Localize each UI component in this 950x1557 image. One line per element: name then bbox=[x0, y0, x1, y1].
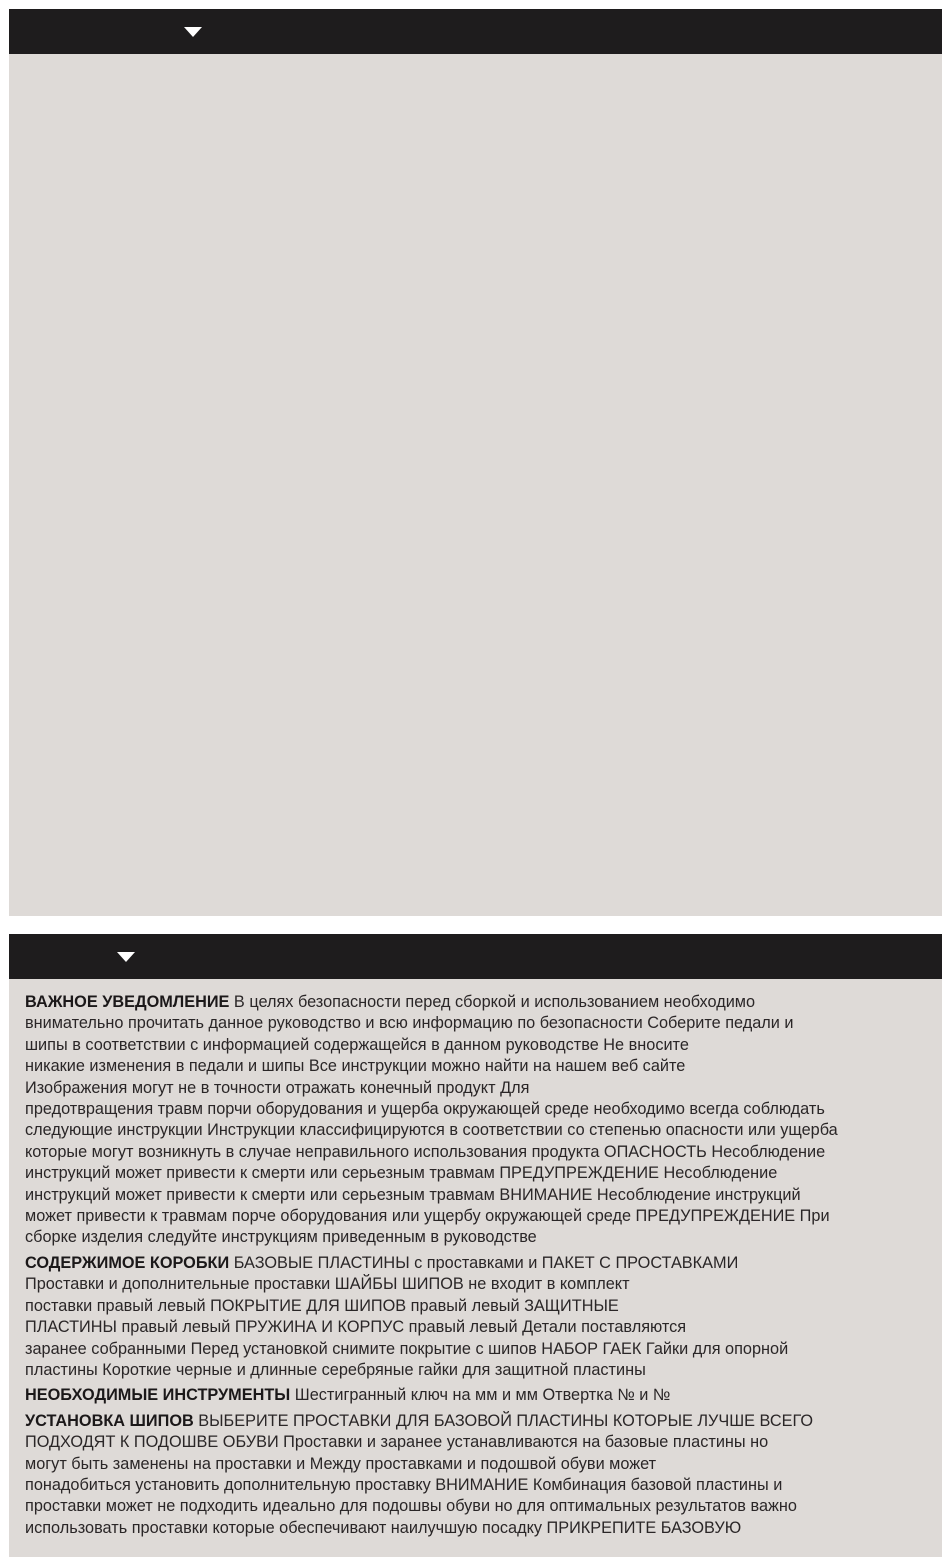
image-placeholder-panel bbox=[9, 54, 942, 916]
caret-down-icon[interactable] bbox=[117, 952, 135, 962]
instructions-text bbox=[25, 992, 930, 1543]
notice-paragraph bbox=[25, 992, 930, 1249]
tools-heading: НЕОБХОДИМЫЕ ИНСТРУМЕНТЫ bbox=[25, 1386, 291, 1405]
contents-text: БАЗОВЫЕ ПЛАСТИНЫ с проставками и ПАКЕТ С ПРОСТАВКАМИ Проставки и дополнительные проставки ШАЙБЫ ШИПОВ не входит в комплект поставки правый левый ПОКРЫТИЕ ДЛЯ ШИПОВ правый левый ЗАЩИТНЫЕ ПЛАСТИНЫ правый левый ПРУЖИНА И КОРПУС правый левый Детали поставляются заранее собранными Перед установкой снимите покрытие с шипов НАБОР ГАЕК Гайки для опорной пластины Короткие черные и длинные серебряные гайки для защитной пластины bbox=[25, 1253, 789, 1379]
notice-text: В целях безопасности перед сборкой и использованием необходимо внимательно прочитать данное руководство и всю информацию по безопасности Соберите педали и шипы в соответствии с информацией содержащейся в данном руководстве Не вносите никакие изменения в педали и шипы Все инструкции можно найти на нашем веб сайте Изображения могут не в точности отражать конечный продукт Для предотвращения травм порчи оборудования и ущерба окружающей среде необходимо всегда соблюдать следующие инструкции Инструкции классифицируются в соответствии со степенью опасности или ущерба которые могут возникнуть в случае неправильного использования продукта ОПАСНОСТЬ Несоблюдение инструкций может привести к смерти или серьезным травмам ПРЕДУПРЕЖДЕНИЕ Несоблюдение инструкций может привести к смерти или серьезным травмам ВНИМАНИЕ Несоблюдение инструкций может привести к травмам порче оборудования или ущербу окружающей среде ПРЕДУПРЕЖДЕНИЕ При сборке изделия следуйте инструкциям приведенным в руководстве bbox=[25, 993, 838, 1247]
install-text: ВЫБЕРИТЕ ПРОСТАВКИ ДЛЯ БАЗОВОЙ ПЛАСТИНЫ КОТОРЫЕ ЛУЧШЕ ВСЕГО ПОДХОДЯТ К ПОДОШВЕ ОБУВИ Проставки и заранее устанавливаются на базовые пластины но могут быть заменены на проставки и Между проставками и подошвой обуви может понадобиться установить дополнительную проставку ВНИМАНИЕ Комбинация базовой пластины и проставки может не подходить идеально для подошвы обуви но для оптимальных результатов важно использовать проставки которые обеспечивают наилучшую посадку ПРИКРЕПИТЕ БАЗОВУЮ bbox=[25, 1411, 814, 1537]
contents-paragraph bbox=[25, 1253, 930, 1381]
top-section-header-bar bbox=[9, 9, 942, 54]
install-paragraph bbox=[25, 1411, 930, 1539]
bottom-section-header-bar bbox=[9, 934, 942, 979]
tools-text: Шестигранный ключ на мм и мм Отвертка № и № bbox=[290, 1386, 671, 1405]
caret-down-icon[interactable] bbox=[184, 27, 202, 37]
notice-heading: ВАЖНОЕ УВЕДОМЛЕНИЕ bbox=[25, 993, 230, 1011]
install-heading: УСТАНОВКА ШИПОВ bbox=[25, 1411, 194, 1430]
contents-heading: СОДЕРЖИМОЕ КОРОБКИ bbox=[25, 1253, 230, 1272]
tools-paragraph bbox=[25, 1385, 930, 1406]
